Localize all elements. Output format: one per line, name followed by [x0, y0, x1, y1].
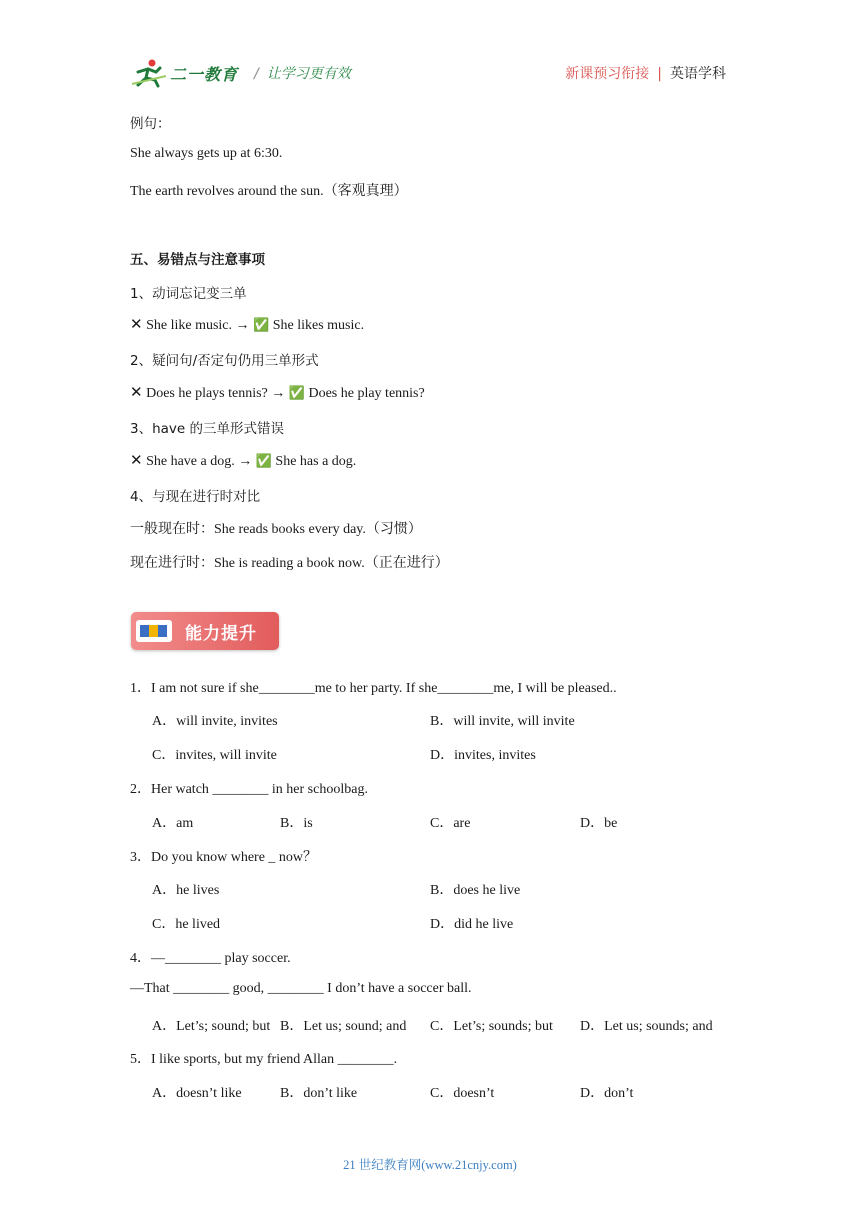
slogan [254, 63, 351, 83]
q5-option-d: D．don’t [580, 1086, 634, 1101]
banner-label: 能力提升 [185, 624, 257, 644]
page-footer: 21 世纪教育网(www.21cnjy.com) [343, 1158, 517, 1172]
slogan-separator: / [254, 66, 259, 82]
header-right [565, 63, 726, 83]
arrow-icon: → [238, 454, 253, 469]
arrow-icon: → [235, 318, 250, 333]
wrong-sentence: She like music. [146, 318, 233, 333]
logo-text: 二一教育 [170, 64, 239, 84]
question-1-stem: 1．I am not sure if she________me to her party. If she________me, I will be pleased.. [130, 681, 617, 696]
q1-option-c: C．invites, will invite [152, 748, 277, 763]
wrong-sentence: Does he plays tennis? [146, 386, 268, 401]
q4-option-c: C．Let’s; sounds; but [430, 1019, 553, 1034]
page-header [130, 58, 726, 90]
q4-option-d: D．Let us; sounds; and [580, 1019, 713, 1034]
mistake-2-example [130, 383, 425, 402]
q3-option-c: C．he lived [152, 917, 221, 932]
mistake-4-title: 4、与现在进行时对比 [130, 489, 261, 505]
question-5-stem: 5．I like sports, but my friend Allan ________. [130, 1052, 398, 1067]
q2-option-d: D．be [580, 816, 618, 831]
course-label: 新课预习衔接 [565, 66, 650, 82]
runner-logo-icon [130, 58, 168, 88]
q5-option-b: B．don’t like [280, 1086, 358, 1101]
example-title: 例句： [130, 116, 171, 132]
question-3-stem: 3．Do you know where _ now？ [130, 850, 318, 865]
example-sentence-2: The earth revolves around the sun.（客观真理） [130, 184, 408, 199]
slogan-text: 让学习更有效 [266, 66, 351, 82]
mistake-2-title: 2、疑问句/否定句仍用三单形式 [130, 353, 319, 369]
arrow-icon: → [271, 386, 286, 401]
correct-sentence: She has a dog. [275, 454, 357, 469]
check-mark-icon: ✅ [253, 318, 270, 333]
q3-option-b: B．does he live [430, 883, 521, 898]
classroom-icon [136, 620, 172, 642]
check-mark-icon: ✅ [255, 454, 272, 469]
q1-option-a: A．will invite, invites [152, 714, 278, 729]
mistake-3-example [130, 451, 356, 470]
header-separator: | [657, 66, 662, 82]
correct-sentence: She likes music. [272, 318, 365, 333]
mistake-3-title: 3、have 的三单形式错误 [130, 421, 285, 437]
section-title: 五、易错点与注意事项 [130, 252, 265, 268]
mistake-1-example [130, 315, 364, 334]
q1-option-b: B．will invite, will invite [430, 714, 575, 729]
q4-option-b: B．Let us; sound; and [280, 1019, 407, 1034]
logo [130, 58, 238, 88]
ability-banner [131, 612, 279, 650]
mistake-1-title: 1、动词忘记变三单 [130, 286, 247, 302]
cross-mark-icon: ✕ [130, 383, 143, 401]
question-2-stem: 2．Her watch ________ in her schoolbag. [130, 782, 368, 797]
q2-option-b: B．is [280, 816, 313, 831]
q2-option-c: C．are [430, 816, 471, 831]
correct-sentence: Does he play tennis? [308, 386, 425, 401]
cross-mark-icon: ✕ [130, 451, 143, 469]
q1-option-d: D．invites, invites [430, 748, 536, 763]
q5-option-a: A．doesn’t like [152, 1086, 242, 1101]
subject-label: 英语学科 [670, 66, 726, 82]
q3-option-a: A．he lives [152, 883, 220, 898]
example-sentence-1: She always gets up at 6:30. [130, 146, 283, 161]
q2-option-a: A．am [152, 816, 194, 831]
tense-compare-a: 一般现在时：She reads books every day.（习惯） [130, 522, 422, 537]
q5-option-c: C．doesn’t [430, 1086, 495, 1101]
check-mark-icon: ✅ [288, 386, 305, 401]
tense-compare-b: 现在进行时：She is reading a book now.（正在进行） [130, 556, 449, 571]
question-4-stem-2: —That ________ good, ________ I don’t have a soccer ball. [130, 981, 472, 996]
wrong-sentence: She have a dog. [146, 454, 235, 469]
q4-option-a: A．Let’s; sound; but [152, 1019, 271, 1034]
question-4-stem: 4．—________ play soccer. [130, 951, 291, 966]
q3-option-d: D．did he live [430, 917, 514, 932]
cross-mark-icon: ✕ [130, 315, 143, 333]
